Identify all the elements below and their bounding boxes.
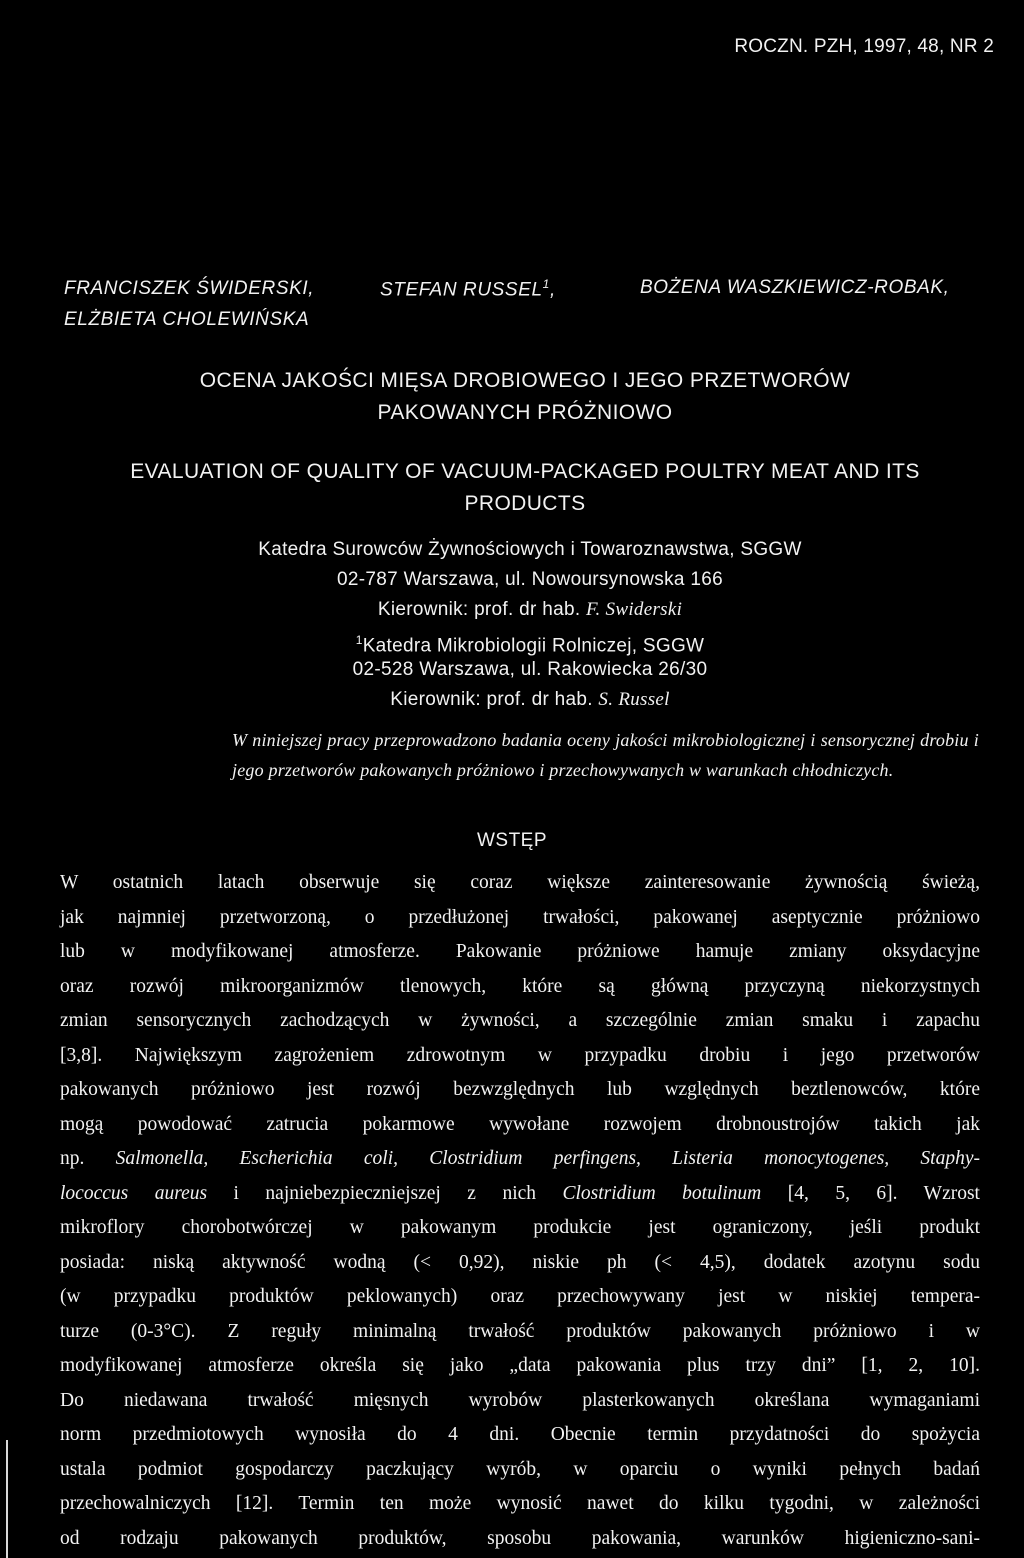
affiliation-line <box>60 685 1000 715</box>
body-line: (w przypadku produktów peklowanych) oraz przechowywany jest w niskiej tempera- <box>60 1286 980 1307</box>
author-russel-affil-mark: 1 <box>542 277 550 291</box>
body-line: modyfikowanej atmosferze określa się jako „data pakowania plus trzy dni” [1, 2, 10]. <box>60 1355 980 1376</box>
title-polish-line: PAKOWANYCH PRÓŻNIOWO <box>377 401 673 424</box>
affiliation-line: Katedra Surowców Żywnościowych i Towaroznawstwa, SGGW <box>258 539 802 560</box>
body-line: mikroflory chorobotwórczej w pakowanym produkcie jest ograniczony, jeśli produkt <box>60 1217 980 1238</box>
author-waszkiewicz-robak: BOŻENA WASZKIEWICZ-ROBAK, <box>640 277 950 298</box>
body-fragment: [4, 5, 6]. Wzrost <box>761 1182 980 1204</box>
body-text <box>60 866 980 1556</box>
author-swiderski: FRANCISZEK ŚWIDERSKI, <box>64 278 315 299</box>
title-polish <box>60 365 990 429</box>
body-line: lub w modyfikowanej atmosferze. Pakowanie próżniowe hamuje zmiany oksydacyjne <box>60 941 980 962</box>
body-line: jak najmniej przetworzoną, o przedłużonej trwałości, pakowanej aseptycznie próżniowo <box>60 906 980 928</box>
affiliation-line: 02-787 Warszawa, ul. Nowoursynowska 166 <box>337 569 723 590</box>
body-line: oraz rozwój mikroorganizmów tlenowych, które są główną przyczyną niekorzystnych <box>60 975 980 997</box>
affiliations <box>60 535 1000 715</box>
section-heading: WSTĘP <box>476 830 548 851</box>
page-edge-mark <box>6 1440 8 1558</box>
body-line: [3,8]. Największym zagrożeniem zdrowotnym w przypadku drobiu i jego przetworów <box>60 1044 980 1066</box>
title-english-line: EVALUATION OF QUALITY OF VACUUM-PACKAGED POULTRY MEAT AND ITS <box>130 460 920 483</box>
species-names: lococcus aureus <box>60 1182 208 1204</box>
affiliation-line <box>60 595 1000 625</box>
affiliation-head-label: Kierownik: prof. dr hab. <box>377 599 586 620</box>
body-line: pakowanych próżniowo jest rozwój bezwzględnych lub względnych beztlenowców, które <box>60 1079 980 1100</box>
body-fragment: np. <box>60 1148 116 1169</box>
species-names: Clostridium botulinum <box>562 1182 762 1204</box>
author-cholewinska: ELŻBIETA CHOLEWIŃSKA <box>64 309 310 330</box>
affiliation-head-name: S. Russel <box>598 689 670 710</box>
affiliation-mark: 1 <box>355 633 363 647</box>
affiliation-line: 02-528 Warszawa, ul. Rakowiecka 26/30 <box>352 659 708 680</box>
affiliation-head-name: F. Swiderski <box>586 599 683 620</box>
body-line <box>60 1177 980 1212</box>
body-line: ustala podmiot gospodarczy paczkujący wyrób, w oparciu o wyniki pełnych badań <box>60 1458 980 1480</box>
body-line: norm przedmiotowych wynosiła do 4 dni. Obecnie termin przydatności do spożycia <box>60 1424 980 1445</box>
author-russel-comma: , <box>549 279 556 301</box>
title-polish-line: OCENA JAKOŚCI MIĘSA DROBIOWEGO I JEGO PRZETWORÓW <box>199 369 851 392</box>
body-line: przechowalniczych [12]. Termin ten może wynosić nawet do kilku tygodni, w zależności <box>60 1493 980 1514</box>
body-line: W ostatnich latach obserwuje się coraz większe zainteresowanie żywnością świeżą, <box>60 872 980 893</box>
body-line: turze (0-3°C). Z reguły minimalną trwałość produktów pakowanych próżniowo i w <box>60 1320 980 1342</box>
body-line: Do niedawana trwałość mięsnych wyrobów plasterkowanych określana wymaganiami <box>60 1389 980 1411</box>
author-russel <box>380 277 556 301</box>
journal-header: ROCZN. PZH, 1997, 48, NR 2 <box>734 36 994 57</box>
affiliation-line <box>60 625 1000 655</box>
body-line: od rodzaju pakowanych produktów, sposobu pakowania, warunków higieniczno-sani- <box>60 1527 980 1549</box>
abstract: W niniejszej pracy przeprowadzono badania oceny jakości mikrobiologicznej i sensorycznej drobiu i jego przetworów pakowanych próżniowo i przechowywanych w warunkach chłodniczych. <box>232 730 979 780</box>
affiliation-head-label: Kierownik: prof. dr hab. <box>390 689 599 710</box>
affiliation-dept: Katedra Mikrobiologii Rolniczej, SGGW <box>362 635 705 657</box>
body-line: mogą powodować zatrucia pokarmowe wywołane rozwojem drobnoustrojów takich jak <box>60 1113 980 1135</box>
title-english-line: PRODUCTS <box>464 492 586 515</box>
title-english <box>60 456 990 520</box>
body-line: zmian sensorycznych zachodzących w żywności, a szczególnie zmian smaku i zapachu <box>60 1010 980 1031</box>
species-names: Salmonella, Escherichia coli, Clostridium perfingens, Listeria monocytogenes, Staphy- <box>115 1148 981 1169</box>
body-line <box>60 1142 980 1177</box>
author-russel-name: STEFAN RUSSEL <box>380 279 543 301</box>
body-fragment: i najniebezpieczniejszej z nich <box>207 1182 563 1204</box>
body-line: posiada: niską aktywność wodną (< 0,92), niskie ph (< 4,5), dodatek azotynu sodu <box>60 1251 980 1273</box>
